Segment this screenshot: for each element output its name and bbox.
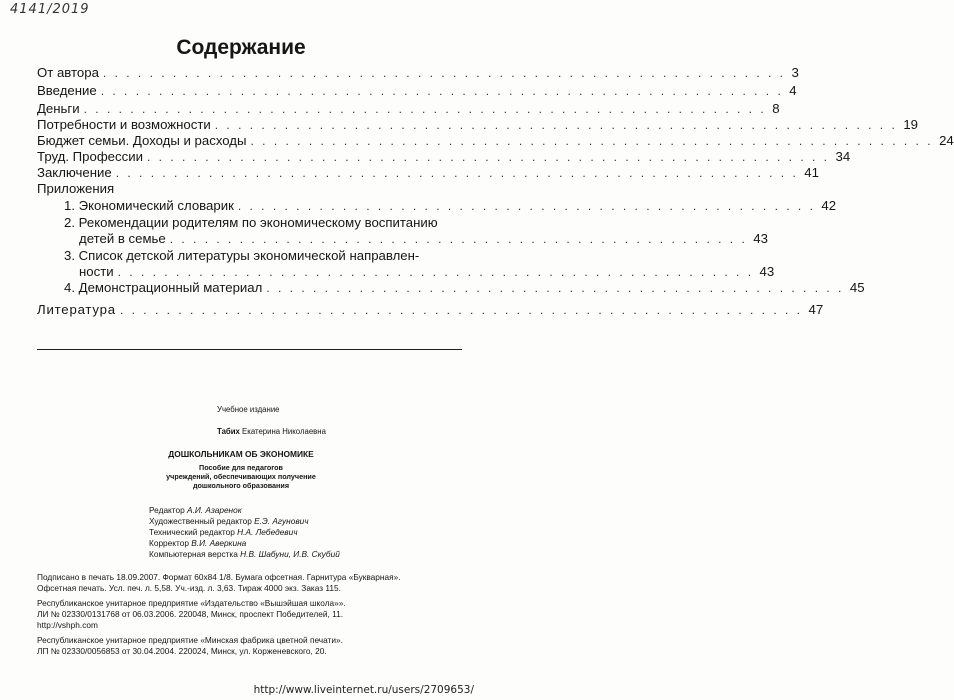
credit-name: А.И. Азаренок <box>187 505 242 515</box>
toc-entry-label: От автора <box>37 65 99 80</box>
toc-entry-label: Введение <box>37 83 97 98</box>
printer-line-2: ЛП № 02330/0056853 от 30.04.2004. 220024, Минск, ул. Корженевского, 20. <box>37 646 327 656</box>
toc-leader-dots: . . . . . . . . . . . . . . . . . . . . . . . . . . . . . . . . . . . . . . . . . . . . . . . . . . . . . . . . . . . <box>115 166 799 180</box>
edition-type: Учебное издание <box>217 405 280 414</box>
appendix-item <box>79 264 775 280</box>
handwritten-note: 4141/2019 <box>10 2 90 17</box>
appendix-item-label: 1. Экономический словарик <box>64 198 234 213</box>
credit-line <box>149 516 309 527</box>
toc-entry-page: 24 <box>939 133 954 148</box>
toc-leader-dots: . . . . . . . . . . . . . . . . . . . . . . . . . . . . . . . . . . . . . . . . . . . . . . . . . . <box>169 232 748 246</box>
page-title: Содержание <box>176 36 306 59</box>
toc-entry-page: 34 <box>835 149 851 164</box>
book-subtitle-3: дошкольного образования <box>192 481 290 490</box>
appendix-item-page: 45 <box>849 280 865 295</box>
toc-leader-dots: . . . . . . . . . . . . . . . . . . . . . . . . . . . . . . . . . . . . . . . . . . . . . . . . . . <box>266 281 844 295</box>
author-name: Екатерина Николаевна <box>242 427 326 436</box>
author-surname: Табих <box>217 427 240 436</box>
publisher-url: http://vshph.com <box>37 620 98 630</box>
credit-line <box>149 505 242 516</box>
toc-entry-label: Потребности и возможности <box>37 117 211 132</box>
credit-role: Художественный редактор <box>149 516 252 526</box>
credit-line <box>149 527 298 538</box>
toc-entry <box>37 165 819 181</box>
toc-leader-dots: . . . . . . . . . . . . . . . . . . . . . . . . . . . . . . . . . . . . . . . . . . . . . . . . . . . . . . . . . . . <box>214 118 898 132</box>
toc-entry-label: Литература <box>37 302 116 317</box>
appendix-item-page: 42 <box>821 198 837 213</box>
toc-entry <box>37 133 954 149</box>
toc-entry-page: 8 <box>772 101 780 116</box>
toc-entry-label: Заключение <box>37 165 112 180</box>
toc-leader-dots: . . . . . . . . . . . . . . . . . . . . . . . . . . . . . . . . . . . . . . . . . . . . . . . . . . <box>237 199 816 213</box>
toc-entry <box>37 149 851 165</box>
credit-line <box>149 538 246 549</box>
credit-role: Компьютерная верстка <box>149 549 238 559</box>
toc-entry-page: 19 <box>903 117 918 132</box>
toc-leader-dots: . . . . . . . . . . . . . . . . . . . . . . . . . . . . . . . . . . . . . . . . . . . . . . . . . . . . . . . . . . . <box>119 303 803 317</box>
divider-line <box>37 349 462 350</box>
publisher-line-1: Республиканское унитарное предприятие «Издательство «Вышэйшая школа»». <box>37 598 346 608</box>
credit-name: Н.А. Лебедевич <box>237 527 298 537</box>
credit-role: Технический редактор <box>149 527 235 537</box>
credit-name: Н.В. Шабуни, И.В. Скубий <box>240 549 340 559</box>
toc-entry-page: 3 <box>791 65 799 80</box>
toc-leader-dots: . . . . . . . . . . . . . . . . . . . . . . . . . . . . . . . . . . . . . . . . . . . . . . . . . . . . . . . . . . . <box>250 134 934 148</box>
toc-entry-label: Деньги <box>37 101 80 116</box>
toc-leader-dots: . . . . . . . . . . . . . . . . . . . . . . . . . . . . . . . . . . . . . . . . . . . . . . . . . . . . . . . . . . . <box>83 102 767 116</box>
book-subtitle-2: учреждений, обеспечивающих получение <box>166 472 316 481</box>
appendix-item-label-continued: детей в семье <box>79 231 166 246</box>
toc-entry <box>37 302 824 318</box>
toc-entry <box>37 117 918 133</box>
toc-leader-dots: . . . . . . . . . . . . . . . . . . . . . . . . . . . . . . . . . . . . . . . . . . . . . . . . . . . . . . . . . . . <box>146 150 830 164</box>
appendix-heading: Приложения <box>37 181 115 196</box>
toc-entry-label: Труд. Профессии <box>37 149 143 164</box>
appendix-item-label-continued: ности <box>79 264 114 279</box>
appendix-item-page: 43 <box>759 264 775 279</box>
appendix-item-label: 2. Рекомендации родителям по экономическому воспитанию <box>64 215 438 230</box>
print-details-2: Офсетная печать. Усл. печ. л. 5,58. Уч.-изд. л. 3,63. Тираж 4000 экз. Заказ 115. <box>37 583 341 593</box>
appendix-item <box>64 198 837 214</box>
appendix-item <box>64 280 865 296</box>
book-subtitle-1: Пособие для педагогов <box>199 463 283 472</box>
toc-leader-dots: . . . . . . . . . . . . . . . . . . . . . . . . . . . . . . . . . . . . . . . . . . . . . . . . . . . . . . . <box>117 265 754 279</box>
toc-entry-page: 41 <box>804 165 819 180</box>
publisher-line-2: ЛИ № 02330/0131768 от 06.03.2006. 220048, Минск, проспект Победителей, 11. <box>37 609 343 619</box>
toc-entry-page: 4 <box>789 83 797 98</box>
watermark-url: http://www.liveinternet.ru/users/2709653/ <box>253 684 474 696</box>
toc-entry-label: Бюджет семьи. Доходы и расходы <box>37 133 247 148</box>
toc-entry-page: 47 <box>808 302 824 317</box>
appendix-item <box>79 231 768 247</box>
appendix-item-page: 43 <box>753 231 768 246</box>
toc-entry <box>37 101 780 117</box>
appendix-item-label: 4. Демонстрационный материал <box>64 280 263 295</box>
credit-name: В.И. Аверкина <box>191 538 247 548</box>
printer-line-1: Республиканское унитарное предприятие «Минская фабрика цветной печати». <box>37 635 343 645</box>
credit-line <box>149 549 340 560</box>
credit-name: Е.Э. Агунович <box>254 516 309 526</box>
credit-role: Редактор <box>149 505 185 515</box>
toc-leader-dots: . . . . . . . . . . . . . . . . . . . . . . . . . . . . . . . . . . . . . . . . . . . . . . . . . . . . . . . . . . . <box>102 66 786 80</box>
appendix-item-label: 3. Список детской литературы экономической направлен- <box>64 248 420 263</box>
toc-entry <box>37 65 799 81</box>
author-line <box>217 427 326 437</box>
toc-entry <box>37 83 797 99</box>
print-details-1: Подписано в печать 18.09.2007. Формат 60x84 1/8. Бумага офсетная. Гарнитура «Букварная». <box>37 572 401 582</box>
book-title: ДОШКОЛЬНИКАМ ОБ ЭКОНОМИКЕ <box>168 449 314 459</box>
credit-role: Корректор <box>149 538 189 548</box>
toc-leader-dots: . . . . . . . . . . . . . . . . . . . . . . . . . . . . . . . . . . . . . . . . . . . . . . . . . . . . . . . . . . . <box>100 84 784 98</box>
